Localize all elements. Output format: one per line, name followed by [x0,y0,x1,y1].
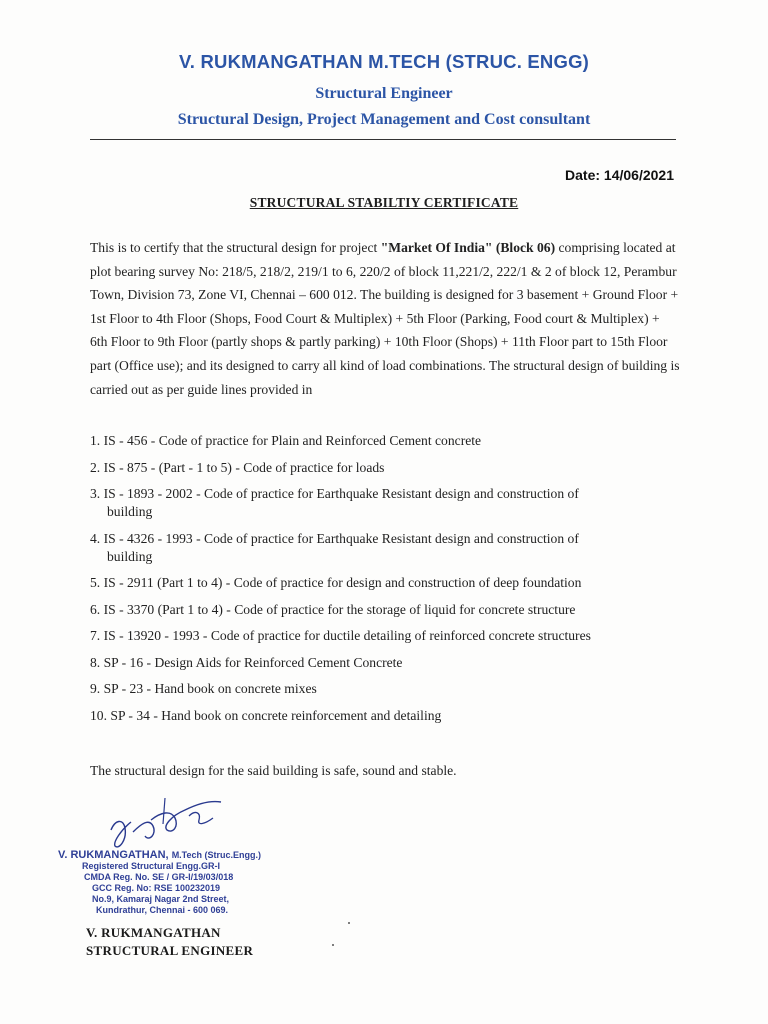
list-item: 7. IS - 13920 - 1993 - Code of practice for ductile detailing of reinforced concrete structures [90,628,591,643]
letterhead-services: Structural Design, Project Management and Cost consultant [177,111,591,128]
list-item: 3. IS - 1893 - 2002 - Code of practice for Earthquake Resistant design and construction of building [90,486,579,519]
intro-text-rest: comprising located at plot bearing survey No: 218/5, 218/2, 219/1 to 6, 220/2 of block 11,221/2, 222/1 & 2 of block 12, Perambur Town, Division 73, Zone VI, Chennai – 600 012. The building is designed for 3 basement + Ground Floor + 1st Floor to 4th Floor (Shops, Food Court & Multiplex) + 5th Floor (Parking, Food court & Multiplex) + 6th Floor to 9th Floor (partly shops & partly parking) + 10th Floor (Shops) + 11th Floor part to 15th Floor part (Office use); and its designed to carry all kind of load combinations. The structural design of building is carried out as per guide lines provided in [90,240,680,397]
conclusion-statement: The structural design for the said building is safe, sound and stable. [90,763,457,778]
header-divider [90,139,676,140]
certificate-intro [90,236,680,401]
list-item: 2. IS - 875 - (Part - 1 to 5) - Code of practice for loads [90,459,385,475]
list-item: 9. SP - 23 - Hand book on concrete mixes [90,681,317,696]
intro-text-start: This is to certify that the structural design for project [90,240,381,255]
stamp-address-1: No.9, Kamaraj Nagar 2nd Street, [92,894,230,904]
signatory-title: STRUCTURAL ENGINEER [86,943,254,958]
list-item: 5. IS - 2911 (Part 1 to 4) - Code of practice for design and construction of deep foundation [90,575,582,590]
stamp-address-2: Kundrathur, Chennai - 600 069. [96,905,229,915]
signatory-name: V. RUKMANGATHAN [86,925,221,940]
stamp-gcc: GCC Reg. No: RSE 100232019 [92,883,221,893]
stamp-registration: Registered Structural Engg.GR-I [82,861,221,871]
stamp-cmda: CMDA Reg. No. SE / GR-I/19/03/018 [84,872,234,882]
list-item: 1. IS - 456 - Code of practice for Plain and Reinforced Cement concrete [90,433,482,448]
scan-speck [348,922,350,924]
list-item: 4. IS - 4326 - 1993 - Code of practice for Earthquake Resistant design and construction of building [90,530,579,564]
letterhead-name: V. RUKMANGATHAN M.TECH (STRUC. ENGG) [178,51,590,72]
signatory-block [86,924,253,960]
project-name: "Market Of India" (Block 06) [380,240,556,255]
engineer-stamp [58,850,261,916]
certificate-date: Date: 14/06/2021 [565,167,674,183]
scan-speck [332,944,334,946]
letterhead-role: Structural Engineer [315,85,453,102]
stamp-name: V. RUKMANGATHAN, [58,849,169,861]
certificate-title: STRUCTURAL STABILTIY CERTIFICATE [249,195,519,210]
stamp-qualification: M.Tech (Struc.Engg.) [171,850,262,860]
list-item: 10. SP - 34 - Hand book on concrete reinforcement and detailing [90,707,442,723]
list-item: 8. SP - 16 - Design Aids for Reinforced Cement Concrete [90,654,403,670]
list-item: 6. IS - 3370 (Part 1 to 4) - Code of practice for the storage of liquid for concrete structure [90,601,576,617]
code-list [90,432,690,733]
